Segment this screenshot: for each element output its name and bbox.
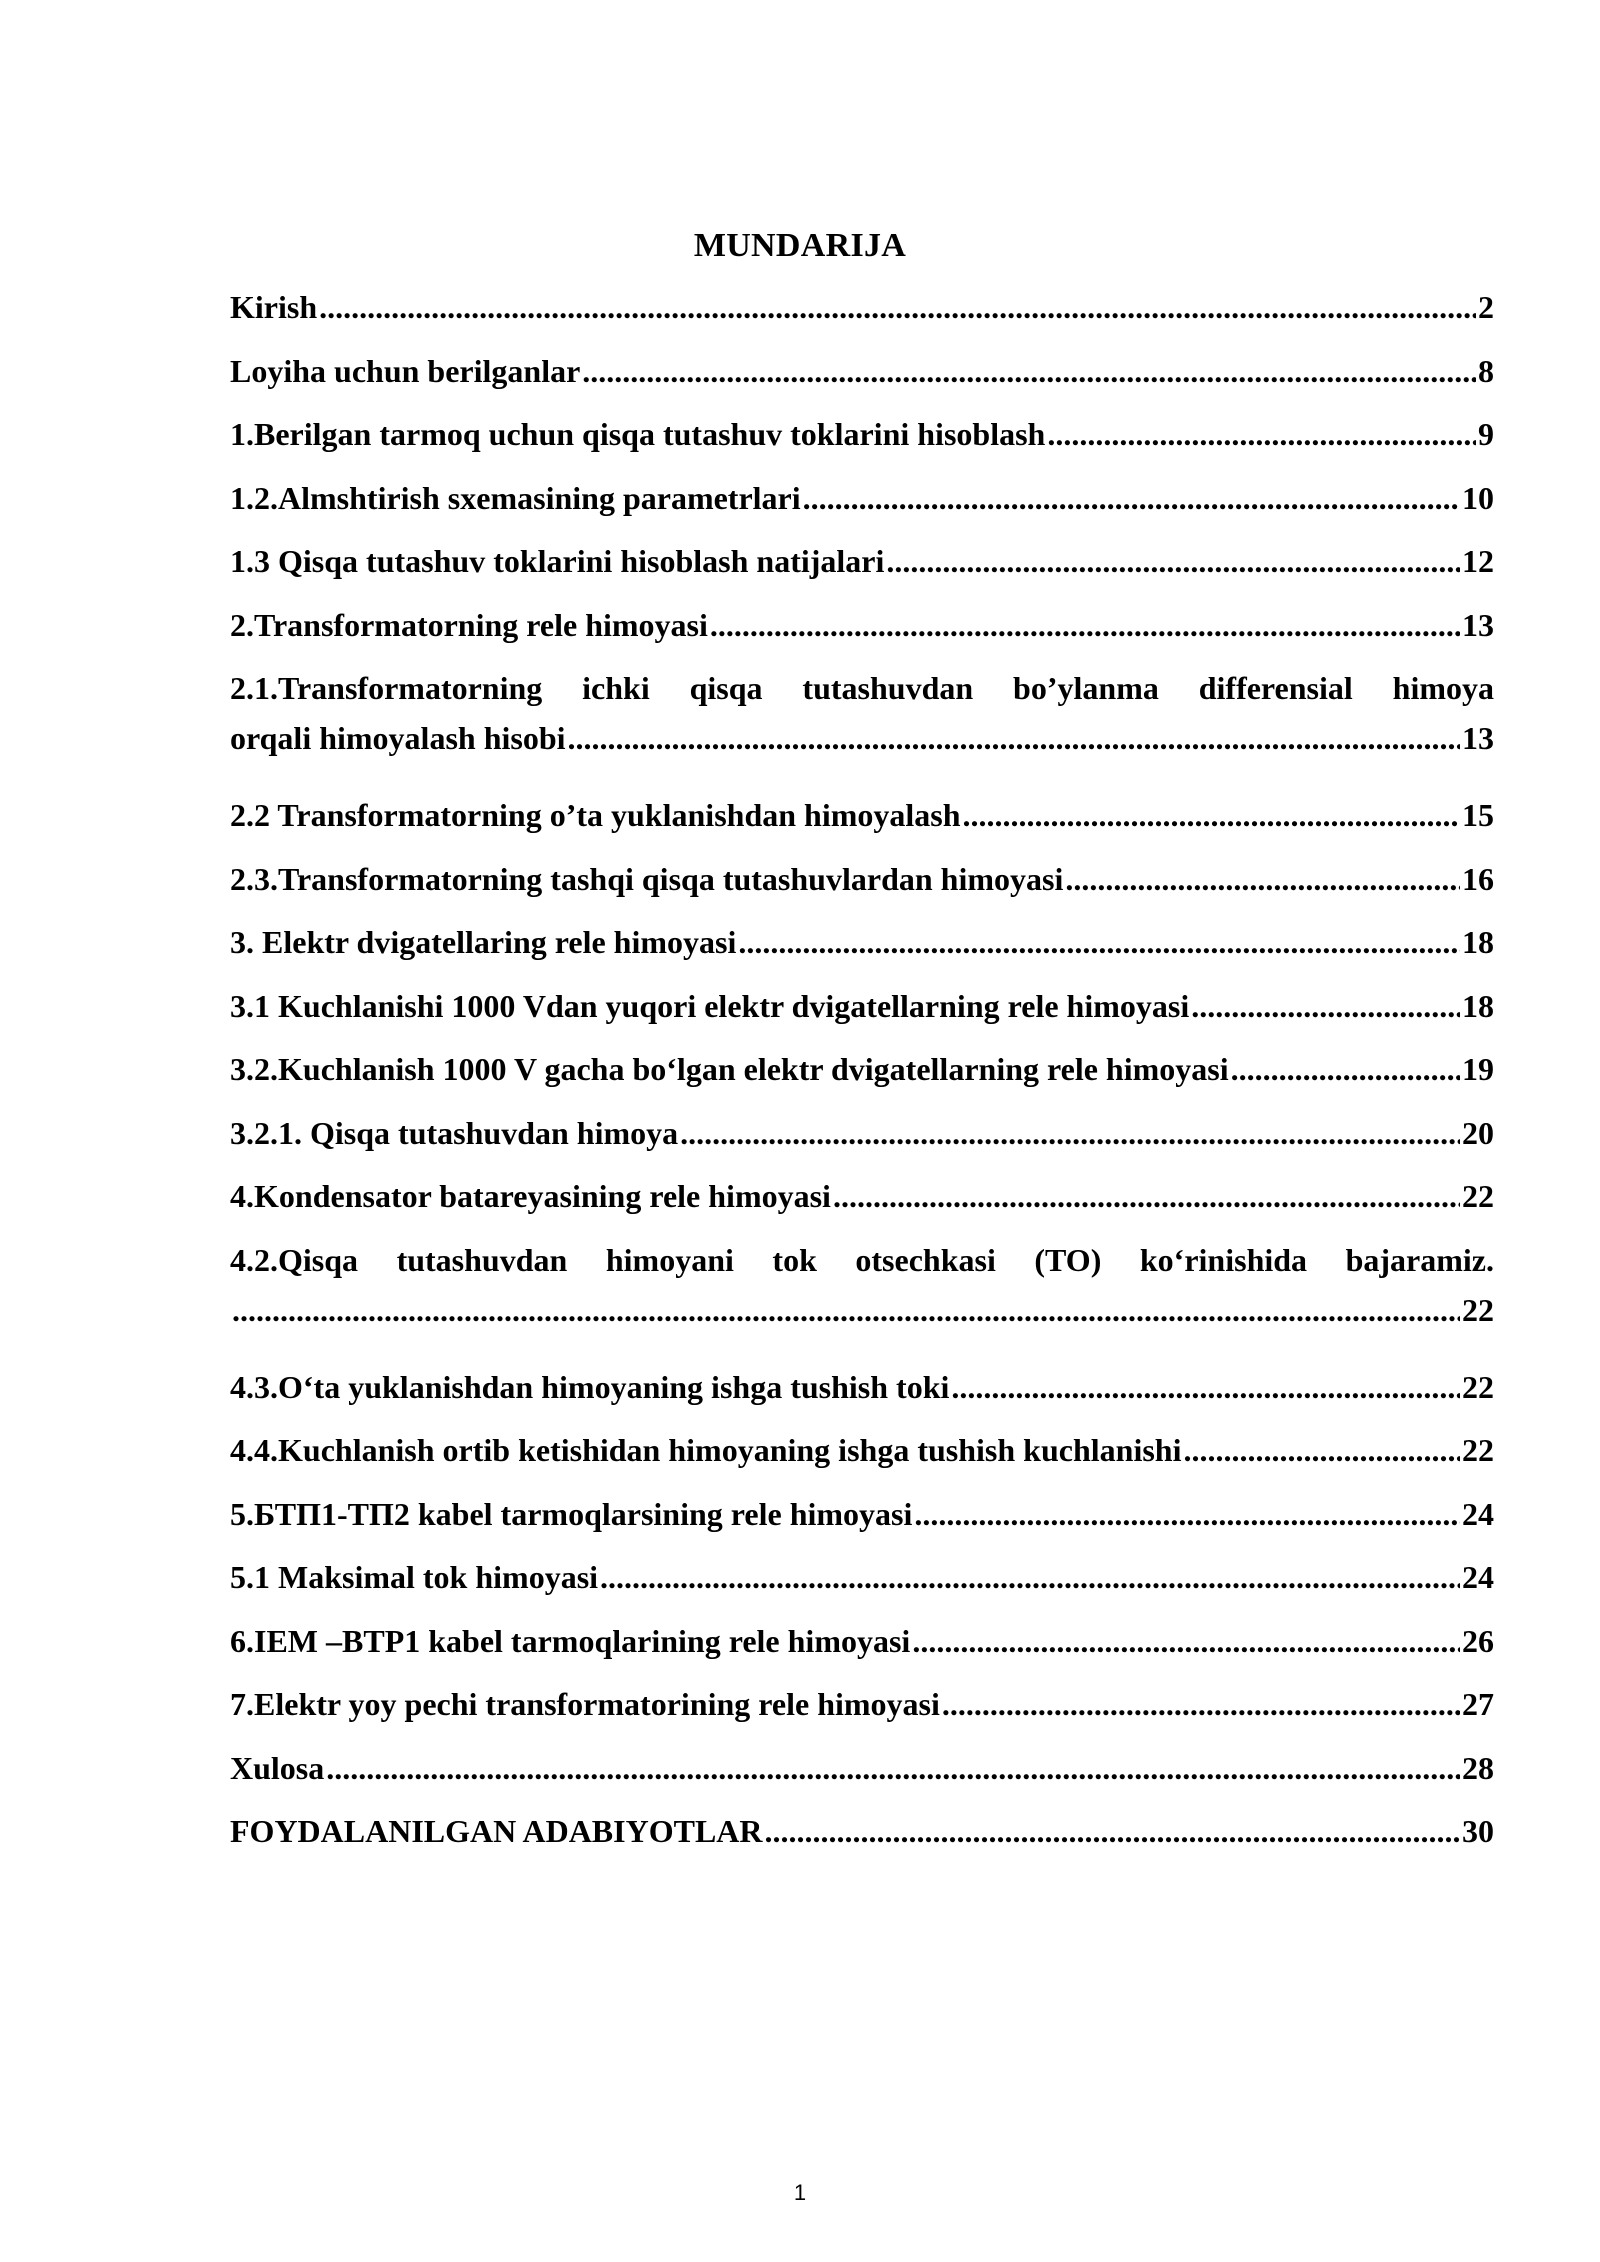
- toc-entry-text: 2.2 Transformatorning o’ta yuklanishdan himoyalash: [230, 797, 961, 833]
- toc-entry-page: 9: [1478, 416, 1494, 452]
- toc-entry-text: 3.2.Kuchlanish 1000 V gacha bo‘lgan elektr dvigatellarning rele himoyasi: [230, 1051, 1229, 1087]
- toc-entry-text: Kirish: [230, 289, 318, 325]
- toc-entry-text: 4.3.O‘ta yuklanishdan himoyaning ishga tushish toki: [230, 1368, 950, 1405]
- toc-entry-page: 27: [1462, 1686, 1494, 1722]
- toc-entry-text: 1.3 Qisqa tutashuv toklarini hisoblash natijalari: [230, 543, 885, 579]
- toc-entry-text: 1.Berilgan tarmoq uchun qisqa tutashuv toklarini hisoblash: [230, 416, 1046, 452]
- toc-entry-page: 24: [1462, 1495, 1494, 1532]
- toc-leader-dots: [951, 1362, 1460, 1412]
- toc-entry[interactable]: [230, 282, 1494, 346]
- toc-leader-dots: [963, 790, 1460, 840]
- toc-entry-text: 5.БТП1-ТП2 kabel tarmoqlarsining rele himoyasi: [230, 1495, 913, 1532]
- toc-entry-text: 6.IEM –BTP1 kabel tarmoqlarining rele himoyasi: [230, 1622, 911, 1659]
- toc-leader-dots: [912, 1616, 1460, 1666]
- toc-entry-page: 22: [1462, 1432, 1494, 1468]
- toc-leader-dots: [942, 1679, 1460, 1729]
- toc-leader-dots: [326, 1743, 1460, 1793]
- toc-entry-page: 22: [1462, 1291, 1494, 1328]
- toc-entry[interactable]: [230, 1616, 1494, 1680]
- toc-leader-dots: [738, 917, 1460, 967]
- toc-entry-page: 8: [1478, 352, 1494, 389]
- toc-entry-text: orqali himoyalash hisobi: [230, 720, 566, 756]
- toc-leader-dots: [1047, 409, 1476, 459]
- toc-entry[interactable]: [230, 346, 1494, 410]
- toc-entry-text: 3.1 Kuchlanishi 1000 Vdan yuqori elektr dvigatellarning rele himoyasi: [230, 987, 1190, 1024]
- toc-entry-page: 28: [1462, 1749, 1494, 1786]
- toc-entry[interactable]: [230, 1425, 1494, 1489]
- toc-entry-text: 4.Kondensator batareyasining rele himoyasi: [230, 1178, 831, 1214]
- toc-entry-page: 16: [1462, 860, 1494, 897]
- toc-entry[interactable]: [230, 1806, 1494, 1870]
- toc-leader-dots: [1065, 854, 1460, 904]
- toc-entry-text: 2.Transformatorning rele himoyasi: [230, 606, 708, 643]
- toc-entry[interactable]: [230, 790, 1494, 854]
- toc-entry-page: 22: [1462, 1178, 1494, 1214]
- toc-entry[interactable]: [230, 473, 1494, 537]
- toc-entry-text: 5.1 Maksimal tok himoyasi: [230, 1559, 599, 1595]
- toc-entry-text: Loyiha uchun berilganlar: [230, 352, 581, 389]
- toc-leader-dots: [1231, 1044, 1460, 1094]
- toc-leader-dots: [765, 1806, 1461, 1856]
- toc-entry-text: Xulosa: [230, 1749, 325, 1786]
- toc-entry-text-line1: 2.1.Transformatorning ichki qisqa tutashuvdan bo’ylanma differensial himoya: [230, 670, 1494, 706]
- toc-entry-text: 3. Elektr dvigatellaring rele himoyasi: [230, 924, 737, 960]
- toc-entry-text: 1.2.Almshtirish sxemasining parametrlari: [230, 479, 801, 516]
- toc-leader-dots: [1183, 1425, 1460, 1475]
- toc-entry[interactable]: [230, 536, 1494, 600]
- toc-entry-page: 20: [1462, 1114, 1494, 1151]
- toc-entry-page: 18: [1462, 987, 1494, 1024]
- toc-entry-page: 13: [1462, 606, 1494, 643]
- toc-leader-dots: [568, 713, 1460, 763]
- toc-entry[interactable]: [230, 1489, 1494, 1553]
- toc-entry[interactable]: [230, 663, 1494, 790]
- toc-entry[interactable]: [230, 1743, 1494, 1807]
- toc-leader-dots: [886, 536, 1460, 586]
- toc-entry[interactable]: [230, 981, 1494, 1045]
- toc-entry-page: 12: [1462, 543, 1494, 579]
- toc-entry-text: 2.3.Transformatorning tashqi qisqa tutashuvlardan himoyasi: [230, 860, 1064, 897]
- table-of-contents: [230, 282, 1494, 1870]
- toc-entry-page: 15: [1462, 797, 1494, 833]
- toc-entry-text: 4.4.Kuchlanish ortib ketishidan himoyaning ishga tushish kuchlanishi: [230, 1432, 1182, 1468]
- toc-leader-dots: [803, 473, 1460, 523]
- toc-entry[interactable]: [230, 1362, 1494, 1426]
- toc-entry-text-line1: 4.2.Qisqa tutashuvdan himoyani tok otsechkasi (TO) ko‘rinishida bajaramiz.: [230, 1241, 1494, 1278]
- toc-entry-page: 13: [1462, 720, 1494, 756]
- page-number: 1: [793, 2180, 807, 2205]
- toc-entry[interactable]: [230, 1552, 1494, 1616]
- toc-entry[interactable]: [230, 1235, 1494, 1362]
- toc-leader-dots: [710, 600, 1460, 650]
- toc-entry-page: 18: [1462, 924, 1494, 960]
- toc-leader-dots: [232, 1285, 1460, 1335]
- toc-entry-text: FOYDALANILGAN ADABIYOTLAR: [230, 1813, 763, 1849]
- toc-leader-dots: [319, 282, 1476, 332]
- toc-entry[interactable]: [230, 917, 1494, 981]
- toc-leader-dots: [582, 346, 1476, 396]
- toc-leader-dots: [680, 1108, 1460, 1158]
- toc-leader-dots: [914, 1489, 1460, 1539]
- toc-entry-page: 26: [1462, 1622, 1494, 1659]
- toc-entry[interactable]: [230, 1171, 1494, 1235]
- toc-entry-page: 19: [1462, 1051, 1494, 1087]
- toc-entry[interactable]: [230, 600, 1494, 664]
- toc-entry-page: 30: [1462, 1813, 1494, 1849]
- toc-entry-page: 10: [1462, 479, 1494, 516]
- toc-entry-page: 2: [1478, 289, 1494, 325]
- toc-entry-text: 3.2.1. Qisqa tutashuvdan himoya: [230, 1114, 679, 1151]
- toc-entry-page: 22: [1462, 1368, 1494, 1405]
- toc-leader-dots: [1191, 981, 1460, 1031]
- toc-entry-page: 24: [1462, 1559, 1494, 1595]
- toc-title: MUNDARIJA: [693, 227, 907, 264]
- toc-entry[interactable]: [230, 854, 1494, 918]
- toc-entry[interactable]: [230, 1044, 1494, 1108]
- toc-entry[interactable]: [230, 1679, 1494, 1743]
- toc-leader-dots: [600, 1552, 1460, 1602]
- toc-entry[interactable]: [230, 409, 1494, 473]
- toc-leader-dots: [833, 1171, 1460, 1221]
- toc-entry[interactable]: [230, 1108, 1494, 1172]
- toc-entry-text: 7.Elektr yoy pechi transformatorining rele himoyasi: [230, 1686, 940, 1722]
